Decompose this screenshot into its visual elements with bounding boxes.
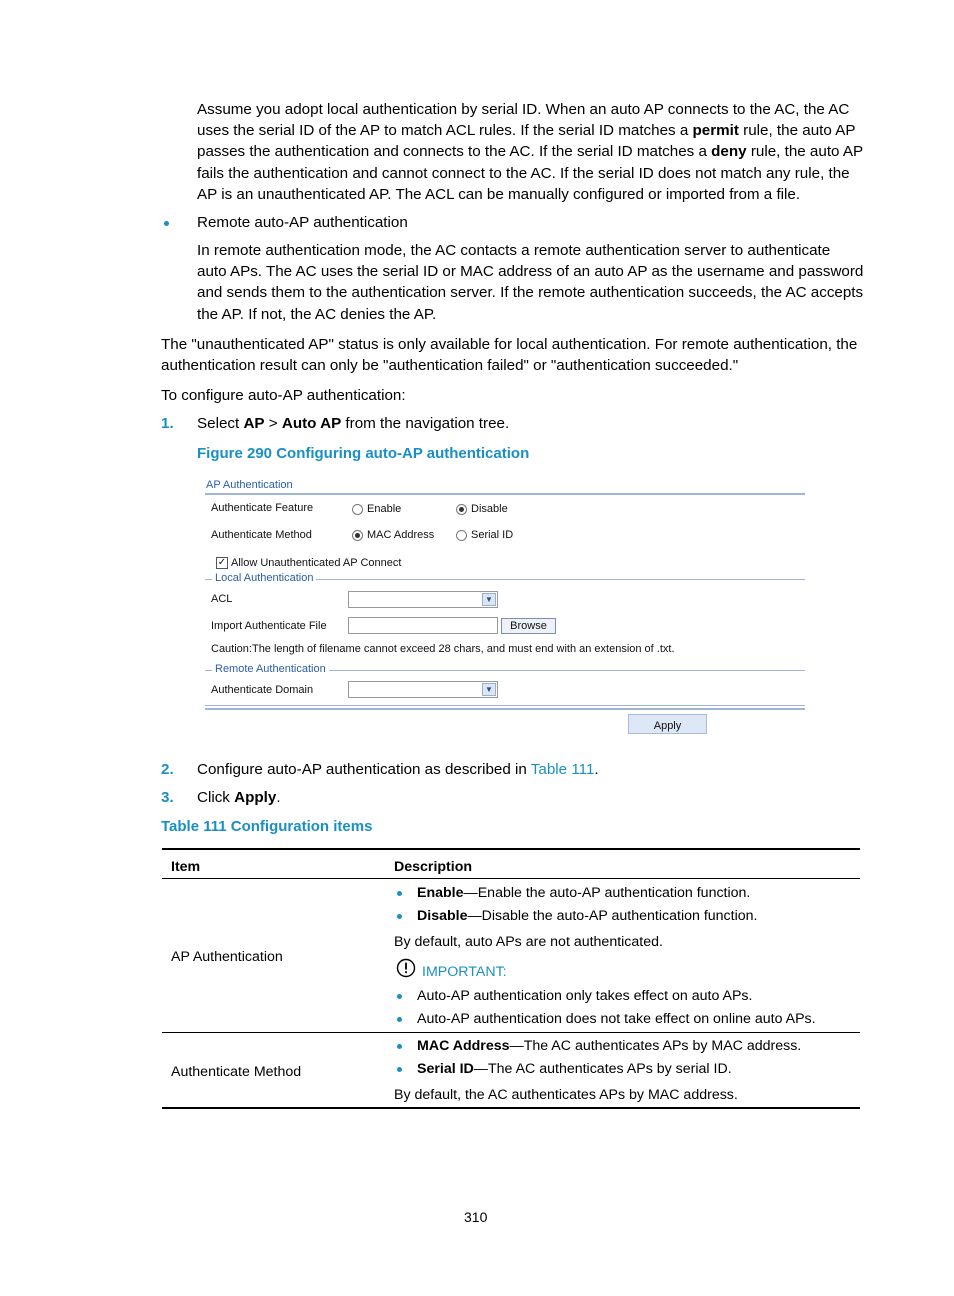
step-1-text: Select AP > Auto AP from the navigation tree.: [197, 415, 510, 432]
text-line: In remote authentication mode, the AC contacts a remote authentication server to authenticate: [197, 242, 831, 259]
authenticate-feature-label: Authenticate Feature: [211, 502, 314, 514]
ap-authentication-panel: [205, 476, 805, 738]
table-header-rule: [162, 878, 860, 879]
text-line: fails the authentication and cannot connect to the AC. If the serial ID does not match any rule, the: [197, 164, 850, 182]
header-item: Item: [171, 859, 201, 875]
bullet-icon: [397, 1017, 402, 1022]
caution-text: Caution:The length of filename cannot exceed 28 chars, and must end with an extension of .txt.: [211, 643, 675, 655]
mac-address-label: MAC Address: [367, 529, 435, 541]
authenticate-domain-label: Authenticate Domain: [211, 684, 314, 696]
import-file-input[interactable]: [348, 617, 498, 634]
step-number: 2.: [161, 761, 174, 778]
bullet-icon: [397, 1044, 402, 1049]
row1-bullet-online: Auto-AP authentication does not take effect on online auto APs.: [417, 1011, 816, 1027]
text-line: auto APs. The AC uses the serial ID or MAC address of an auto AP as the username and password: [197, 263, 864, 281]
important-icon: [396, 958, 414, 976]
authenticate-method-label: Authenticate Method: [211, 529, 312, 541]
text-line: Assume you adopt local authentication by serial ID. When an auto AP connects to the AC, the AC: [197, 101, 850, 118]
text-line: authentication result can only be "authentication failed" or "authentication succeeded.": [161, 357, 739, 375]
bullet-icon: [397, 914, 402, 919]
text-line: uses the serial ID of the AP to match ACL rules. If the serial ID matches a permit rule, the auto AP: [197, 122, 856, 140]
bullet-icon: [164, 221, 169, 226]
table-top-rule: [162, 848, 860, 850]
checkmark-icon: ✓: [217, 557, 227, 568]
page-number: 310: [464, 1209, 488, 1225]
text-line: the AP. If not, the AC denies the AP.: [197, 305, 437, 323]
header-description: Description: [394, 859, 473, 875]
text-line: AP is an unauthenticated AP. The ACL can be manually configured or imported from a file.: [197, 185, 801, 203]
table-111-link[interactable]: Table 111: [530, 761, 595, 778]
note-paragraph: [161, 334, 871, 376]
bullet-icon: [397, 891, 402, 896]
text-line: and sends them to the authentication server. If the remote authentication succeeds, the AC accepts: [197, 284, 864, 302]
allow-unauth-label: Allow Unauthenticated AP Connect: [231, 557, 402, 569]
table-row-divider: [162, 1032, 860, 1033]
acl-label: ACL: [211, 593, 233, 605]
row1-default: By default, auto APs are not authenticated.: [394, 934, 663, 950]
authenticate-domain-select[interactable]: [348, 681, 498, 698]
chevron-down-icon: ▼: [482, 593, 496, 606]
configure-intro: To configure auto-AP authentication:: [161, 387, 406, 404]
step-number: 3.: [161, 789, 174, 806]
row1-bullet-disable: Disable—Disable the auto-AP authentication function.: [417, 908, 758, 924]
panel-title: AP Authentication: [206, 479, 293, 491]
bottom-divider-double: [205, 708, 805, 710]
enable-label: Enable: [367, 503, 402, 515]
row2-bullet-mac: MAC Address—The AC authenticates APs by MAC address.: [417, 1038, 802, 1054]
important-label: IMPORTANT:: [422, 964, 507, 980]
text-line: The "unauthenticated AP" status is only available for local authentication. For remote authentication, the: [161, 336, 858, 353]
step-2-text: Configure auto-AP authentication as described in Table 111.: [197, 761, 599, 778]
row2-bullet-serial: Serial ID—The AC authenticates APs by serial ID.: [417, 1061, 732, 1077]
serial-id-label: Serial ID: [471, 529, 514, 541]
step-3-text: Click Apply.: [197, 789, 281, 806]
row1-bullet-auto: Auto-AP authentication only takes effect on auto APs.: [417, 988, 753, 1004]
row1-item: AP Authentication: [171, 949, 283, 965]
chevron-down-icon: ▼: [482, 683, 496, 696]
browse-button[interactable]: Browse: [501, 618, 556, 634]
figure-caption: Figure 290 Configuring auto-AP authentication: [197, 445, 530, 462]
bullet-icon: [397, 994, 402, 999]
table-caption: Table 111 Configuration items: [161, 818, 373, 835]
remote-auth-title: Remote Authentication: [212, 663, 329, 675]
enable-radio[interactable]: [352, 504, 363, 515]
title-underline: [205, 493, 805, 495]
disable-label: Disable: [471, 503, 508, 515]
acl-select[interactable]: [348, 591, 498, 608]
table-bottom-rule: [162, 1107, 860, 1109]
local-auth-title: Local Authentication: [212, 572, 316, 584]
apply-button[interactable]: Apply: [628, 714, 707, 734]
bottom-divider: [205, 705, 805, 706]
step-number: 1.: [161, 415, 174, 432]
mac-address-radio[interactable]: [352, 530, 363, 541]
remote-paragraph: [197, 240, 877, 325]
bullet-remote-auth: Remote auto-AP authentication: [197, 214, 408, 231]
disable-radio[interactable]: [456, 504, 467, 515]
row2-item: Authenticate Method: [171, 1064, 302, 1080]
row1-bullet-enable: Enable—Enable the auto-AP authentication function.: [417, 885, 751, 901]
text-line: passes the authentication and connects to the AC. If the serial ID matches a deny rule, the auto AP: [197, 143, 864, 161]
bullet-icon: [397, 1067, 402, 1072]
intro-paragraph: [197, 99, 877, 205]
serial-id-radio[interactable]: [456, 530, 467, 541]
row2-default: By default, the AC authenticates APs by MAC address.: [394, 1087, 738, 1103]
allow-unauth-checkbox[interactable]: [216, 557, 228, 569]
import-file-label: Import Authenticate File: [211, 620, 327, 632]
